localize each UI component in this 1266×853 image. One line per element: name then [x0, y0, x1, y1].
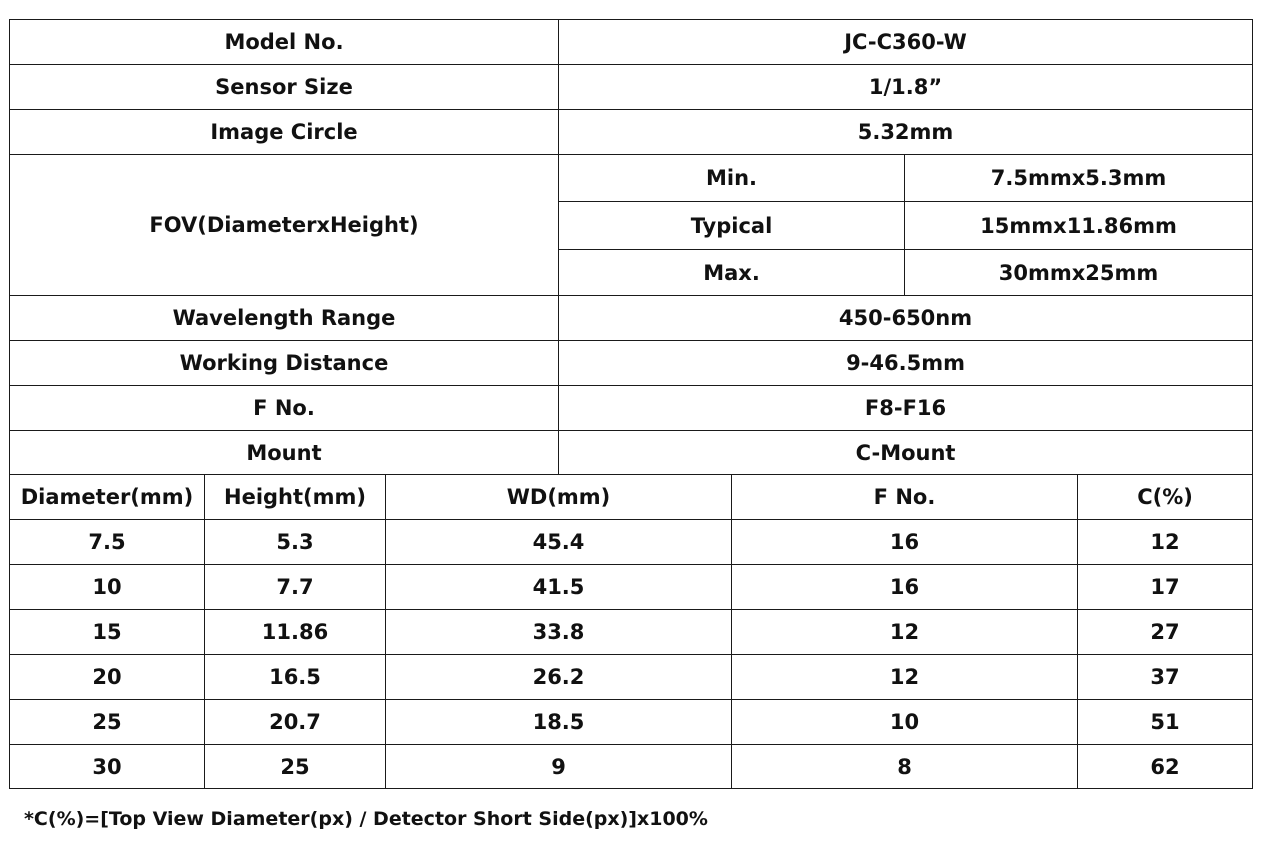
wavelength-value: 450-650nm: [559, 296, 1253, 341]
spec-row-image-circle: [10, 110, 1253, 155]
cell-diameter: 20: [10, 655, 205, 700]
header-diameter: Diameter(mm): [10, 475, 205, 520]
model-label: Model No.: [10, 20, 559, 65]
spec-row-mount: [10, 431, 1253, 475]
cell-wd: 41.5: [386, 565, 732, 610]
cell-c-percent: 17: [1078, 565, 1253, 610]
cell-diameter: 10: [10, 565, 205, 610]
cell-f-no: 16: [732, 565, 1078, 610]
spec-table: [9, 19, 1253, 789]
cell-wd: 26.2: [386, 655, 732, 700]
table-row: [10, 610, 1253, 655]
working-distance-label: Working Distance: [10, 341, 559, 386]
cell-f-no: 12: [732, 655, 1078, 700]
spec-row-working-distance: [10, 341, 1253, 386]
cell-wd: 33.8: [386, 610, 732, 655]
header-c-percent: C(%): [1078, 475, 1253, 520]
fov-max-value: 30mmx25mm: [905, 250, 1253, 296]
cell-height: 5.3: [205, 520, 386, 565]
spec-row-sensor: [10, 65, 1253, 110]
mount-value: C-Mount: [559, 431, 1253, 475]
cell-wd: 45.4: [386, 520, 732, 565]
wavelength-label: Wavelength Range: [10, 296, 559, 341]
header-f-no: F No.: [732, 475, 1078, 520]
cell-diameter: 15: [10, 610, 205, 655]
cell-wd: 9: [386, 745, 732, 789]
working-distance-value: 9-46.5mm: [559, 341, 1253, 386]
spec-row-model: [10, 20, 1253, 65]
spec-row-wavelength: [10, 296, 1253, 341]
spec-row-f-no: [10, 386, 1253, 431]
cell-c-percent: 62: [1078, 745, 1253, 789]
mount-label: Mount: [10, 431, 559, 475]
cell-diameter: 7.5: [10, 520, 205, 565]
cell-diameter: 30: [10, 745, 205, 789]
cell-f-no: 8: [732, 745, 1078, 789]
cell-wd: 18.5: [386, 700, 732, 745]
table-header-row: [10, 475, 1253, 520]
cell-height: 11.86: [205, 610, 386, 655]
footnote: *C(%)=[Top View Diameter(px) / Detector Short Side(px)]x100%: [24, 808, 708, 830]
cell-diameter: 25: [10, 700, 205, 745]
fov-typical-label: Typical: [559, 202, 905, 250]
spec-row-fov-min: [10, 155, 1253, 202]
fov-typical-value: 15mmx11.86mm: [905, 202, 1253, 250]
cell-f-no: 12: [732, 610, 1078, 655]
header-height: Height(mm): [205, 475, 386, 520]
cell-height: 7.7: [205, 565, 386, 610]
cell-c-percent: 51: [1078, 700, 1253, 745]
cell-height: 20.7: [205, 700, 386, 745]
image-circle-value: 5.32mm: [559, 110, 1253, 155]
cell-f-no: 16: [732, 520, 1078, 565]
table-row: [10, 700, 1253, 745]
model-value: JC-C360-W: [559, 20, 1253, 65]
header-wd: WD(mm): [386, 475, 732, 520]
fov-label: FOV(DiameterxHeight): [10, 155, 559, 296]
cell-height: 25: [205, 745, 386, 789]
fov-max-label: Max.: [559, 250, 905, 296]
cell-f-no: 10: [732, 700, 1078, 745]
cell-c-percent: 12: [1078, 520, 1253, 565]
sensor-value: 1/1.8”: [559, 65, 1253, 110]
fov-min-label: Min.: [559, 155, 905, 202]
fov-min-value: 7.5mmx5.3mm: [905, 155, 1253, 202]
image-circle-label: Image Circle: [10, 110, 559, 155]
f-no-value: F8-F16: [559, 386, 1253, 431]
cell-c-percent: 37: [1078, 655, 1253, 700]
f-no-label: F No.: [10, 386, 559, 431]
table-row: [10, 745, 1253, 789]
table-row: [10, 565, 1253, 610]
table-row: [10, 520, 1253, 565]
table-row: [10, 655, 1253, 700]
cell-height: 16.5: [205, 655, 386, 700]
cell-c-percent: 27: [1078, 610, 1253, 655]
sensor-label: Sensor Size: [10, 65, 559, 110]
